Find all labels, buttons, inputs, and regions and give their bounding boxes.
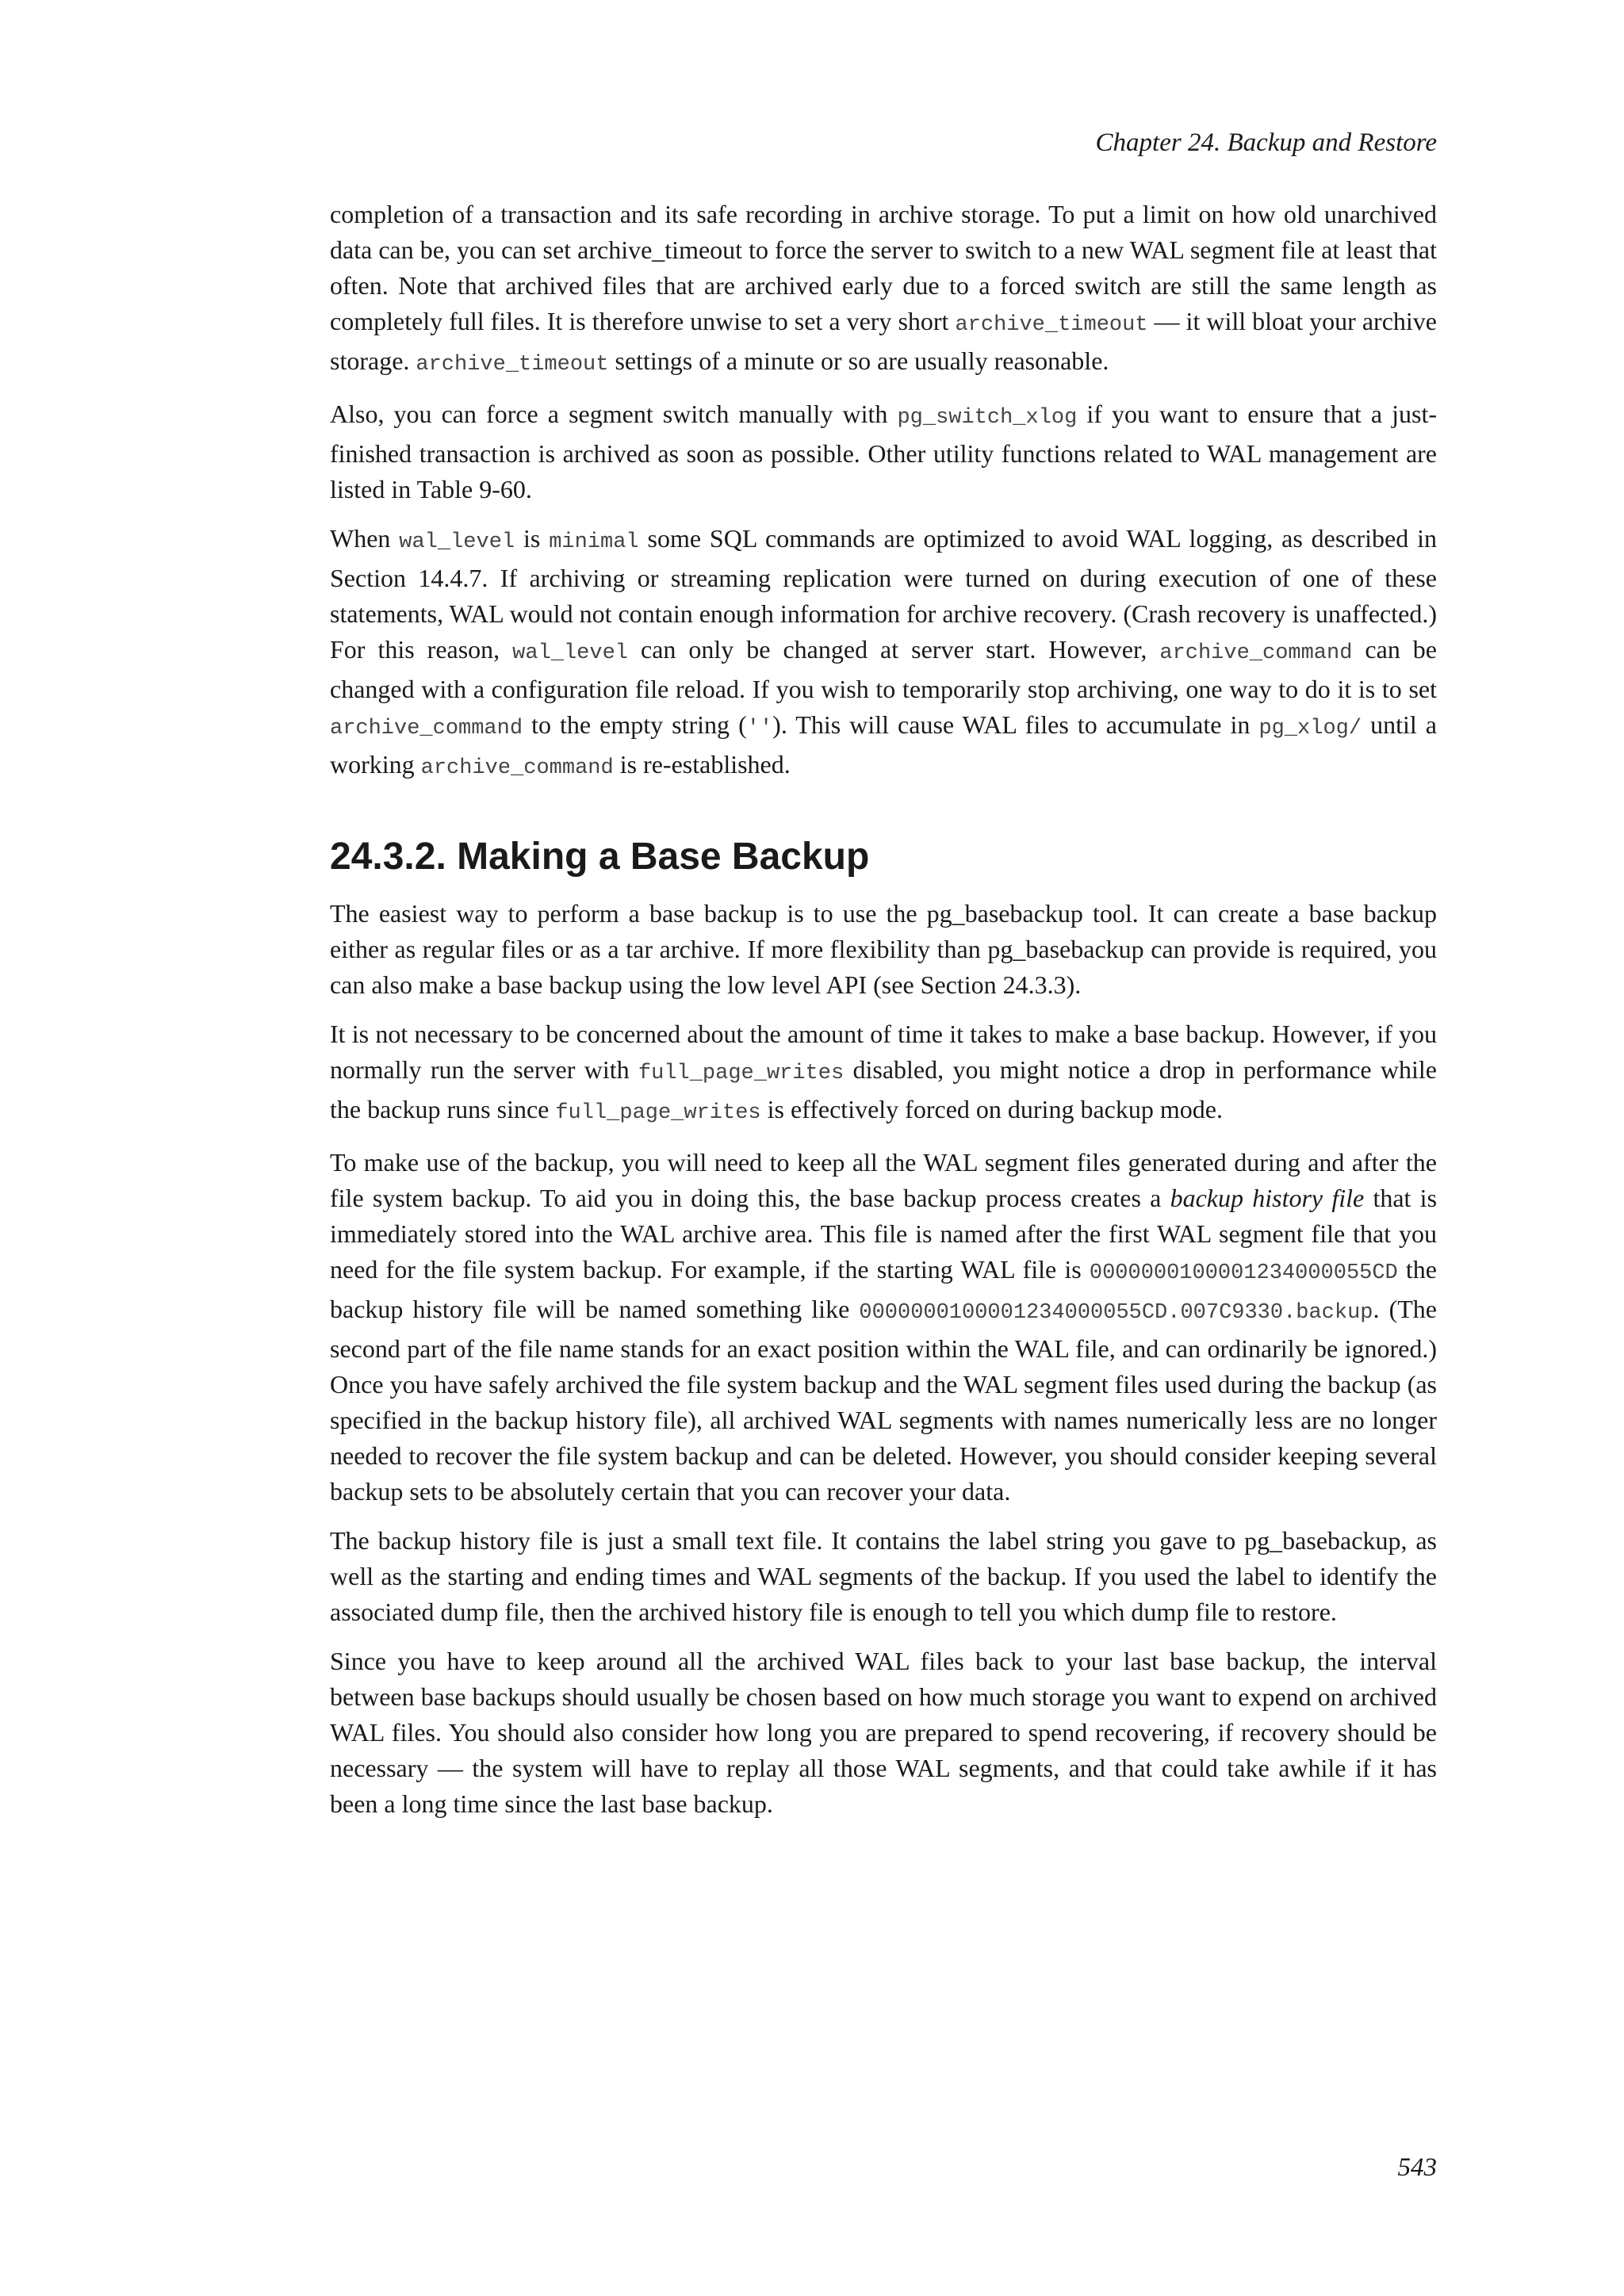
code-full-page-writes: full_page_writes xyxy=(638,1062,845,1085)
text-run: When xyxy=(330,524,400,553)
paragraph xyxy=(330,1523,1437,1630)
text-run: can be changed with a configuration file reload. If you wish to temporarily stop archiving, one way to do it is to set xyxy=(330,635,1438,703)
text-run: that is immediately stored into the WAL archive area. This file is named after the first WAL segment file that you need for the file system backup. For example, if the starting WAL file is xyxy=(330,1184,1438,1284)
text-run: is xyxy=(515,524,550,553)
code-full-page-writes: full_page_writes xyxy=(555,1101,761,1125)
text-run: ). This will cause WAL files to accumulate in xyxy=(772,710,1259,739)
text-run: Since you have to keep around all the archived WAL files back to your last base backup, the interval between base backups should usually be chosen based on how much storage you want to expend on archived WAL files. You should also consider how long you are prepared to spend recovering, if recovery should be necessary — the system will have to replay all those WAL segments, and that could take awhile if it has been a long time since the last base backup. xyxy=(330,1647,1437,1818)
paragraph xyxy=(330,197,1437,383)
code-wal-level: wal_level xyxy=(399,530,515,554)
paragraph xyxy=(330,396,1437,507)
document-page xyxy=(330,0,1437,2296)
code-pg-xlog: pg_xlog/ xyxy=(1258,717,1362,740)
code-minimal: minimal xyxy=(549,530,639,554)
code-archive-command: archive_command xyxy=(1159,641,1353,665)
text-run: is re-established. xyxy=(613,750,791,779)
paragraph xyxy=(330,896,1437,1003)
page-number: 543 xyxy=(1397,2153,1437,2182)
code-backup-filename: 0000000100001234000055CD.007C9330.backup xyxy=(859,1301,1373,1325)
text-run: can only be changed at server start. However, xyxy=(628,635,1160,664)
running-header: Chapter 24. Backup and Restore xyxy=(1095,128,1437,157)
paragraph xyxy=(330,1644,1437,1822)
text-run: until a working xyxy=(330,710,1438,779)
text-run: some SQL commands are optimized to avoid WAL logging, as described in Section 14.4.7. If archiving or streaming replication were turned on during execution of one of these statements, WAL would not contain enough information for archive recovery. (Crash recovery is unaffected.) For this reason, xyxy=(330,524,1438,664)
code-wal-filename: 0000000100001234000055CD xyxy=(1089,1261,1398,1285)
code-wal-level: wal_level xyxy=(512,641,628,665)
text-run: Also, you can force a segment switch manually with xyxy=(330,400,898,428)
paragraph xyxy=(330,1145,1437,1510)
text-run: To make use of the backup, you will need to keep all the WAL segment files generated during and after the file system backup. To aid you in doing this, the base backup process creates a xyxy=(330,1148,1437,1212)
text-run: It is not necessary to be concerned about the amount of time it takes to make a base backup. However, if you normally run the server with xyxy=(330,1020,1437,1084)
code-archive-command: archive_command xyxy=(420,756,614,780)
text-run: completion of a transaction and its safe recording in archive storage. To put a limit on how old unarchived data can be, you can set archive_timeout to force the server to switch to a new WAL segment file at least that often. Note that archived files that are archived early due to a forced switch are still the same length as completely full files. It is therefore unwise to set a very short xyxy=(330,200,1437,335)
text-run: . (The second part of the file name stands for an exact position within the WAL file, and can ordinarily be ignored.) Once you have safely archived the file system backup and the WAL segment files used during the backup (as specified in the backup history file), all archived WAL segments with names numerically less are no longer needed to recover the file system backup and can be deleted. However, you should consider keeping several backup sets to be absolutely certain that you can recover your data. xyxy=(330,1295,1438,1506)
section-heading: 24.3.2. Making a Base Backup xyxy=(330,836,870,878)
text-run: to the empty string ( xyxy=(523,710,747,739)
code-empty-string: '' xyxy=(746,717,773,740)
code-pg-switch-xlog: pg_switch_xlog xyxy=(897,406,1078,430)
text-run: settings of a minute or so are usually reasonable. xyxy=(608,346,1109,375)
text-run: The backup history file is just a small text file. It contains the label string you gave to pg_basebackup, as well as the starting and ending times and WAL segments of the backup. If you used the label to identify the associated dump file, then the archived history file is enough to tell you which dump file to restore. xyxy=(330,1526,1437,1626)
paragraph xyxy=(330,521,1437,786)
text-run: if you want to ensure that a just-finished transaction is archived as soon as possible. Other utility functions related to WAL management are listed in Table 9-60. xyxy=(330,400,1438,503)
emphasis-term: backup history file xyxy=(1170,1184,1365,1212)
body-text-top xyxy=(330,197,1437,800)
code-archive-timeout: archive_timeout xyxy=(955,313,1148,337)
text-run: — it will bloat your archive storage. xyxy=(330,307,1438,375)
body-text-bottom xyxy=(330,896,1437,1835)
code-archive-timeout: archive_timeout xyxy=(416,353,609,377)
text-run: The easiest way to perform a base backup is to use the pg_basebackup tool. It can create a base backup either as regular files or as a tar archive. If more flexibility than pg_basebackup can provide is required, you can also make a base backup using the low level API (see Section 24.3.3). xyxy=(330,899,1437,999)
code-archive-command: archive_command xyxy=(330,717,523,740)
text-run: is effectively forced on during backup mode. xyxy=(760,1095,1223,1123)
text-run: the backup history file will be named something like xyxy=(330,1255,1438,1323)
paragraph xyxy=(330,1016,1437,1131)
text-run: disabled, you might notice a drop in performance while the backup runs since xyxy=(330,1055,1438,1123)
